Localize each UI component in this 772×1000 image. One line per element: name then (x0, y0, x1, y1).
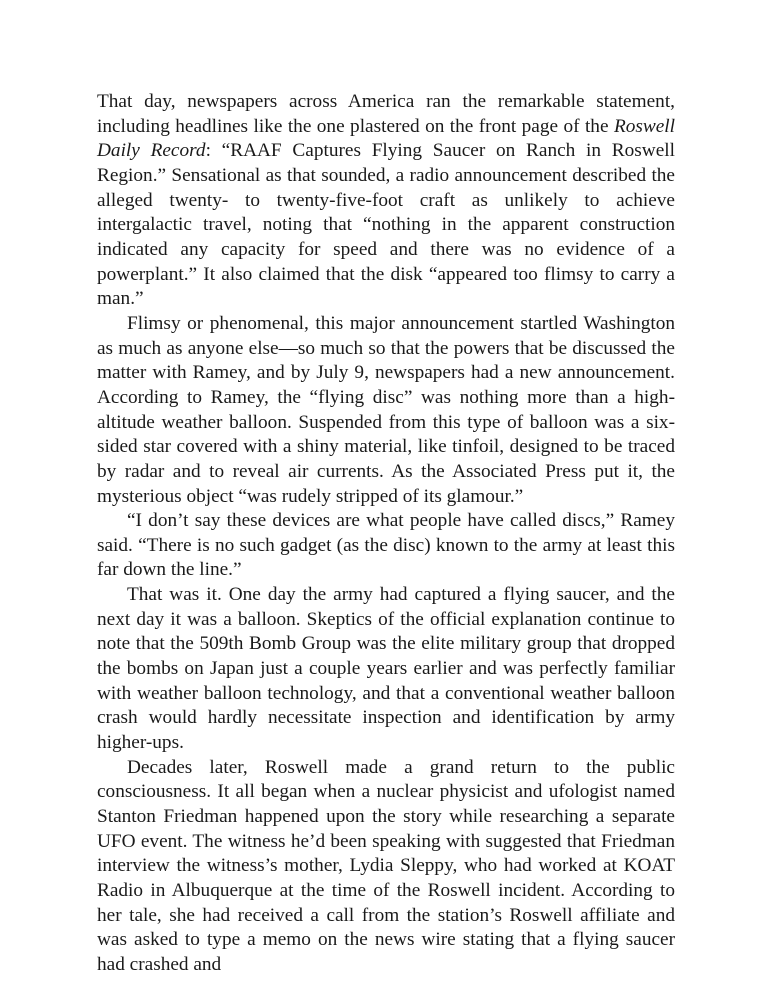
newspaper-title: Roswell Daily Record (97, 115, 675, 162)
paragraph-5 (97, 756, 675, 978)
paragraph-1-text-b: : “RAAF Captures Flying Saucer on Ranch in Roswell Region.” Sensational as that sounded, a radio announcement described the alleged twenty- to twenty-five-foot craft as unlikely to achieve intergalactic travel, noting that “nothing in the apparent construction indicated any capacity for speed and there was no evidence of a powerplant.” It also claimed that the disk “appeared too flimsy to carry a man.” (97, 140, 675, 310)
document-page (97, 90, 675, 978)
paragraph-2 (97, 312, 675, 509)
paragraph-4 (97, 583, 675, 756)
paragraph-3-text: “I don’t say these devices are what people have called discs,” Ramey said. “There is no such gadget (as the disc) known to the army at least this far down the line.” (97, 510, 675, 581)
paragraph-4-text: That was it. One day the army had captured a flying saucer, and the next day it was a balloon. Skeptics of the official explanation continue to note that the 509th Bomb Group was the elite military group that dropped the bombs on Japan just a couple years earlier and was perfectly familiar with weather balloon technology, and that a conventional weather balloon crash would hardly necessitate inspection and identification by army higher-ups. (97, 584, 675, 754)
paragraph-2-text: Flimsy or phenomenal, this major announcement startled Washington as much as anyone else—so much so that the powers that be discussed the matter with Ramey, and by July 9, newspapers had a new announcement. According to Ramey, the “flying disc” was nothing more than a high-altitude weather balloon. Suspended from this type of balloon was a six-sided star covered with a shiny material, like tinfoil, designed to be traced by radar and to reveal air currents. As the Associated Press put it, the mysterious object “was rudely stripped of its glamour.” (97, 312, 675, 507)
paragraph-1 (97, 90, 675, 312)
paragraph-5-text: Decades later, Roswell made a grand return to the public consciousness. It all began when a nuclear physicist and ufologist named Stanton Friedman happened upon the story while researching a separate UFO event. The witness he’d been speaking with suggested that Friedman interview the witness’s mother, Lydia Sleppy, who had worked at KOAT Radio in Albuquerque at the time of the Roswell incident. According to her tale, she had received a call from the station’s Roswell affiliate and was asked to type a memo on the news wire stating that a flying saucer had crashed and (97, 756, 675, 975)
paragraph-1-text-a: That day, newspapers across America ran the remarkable statement, including headlines like the one plastered on the front page of the (97, 91, 675, 137)
paragraph-3 (97, 509, 675, 583)
